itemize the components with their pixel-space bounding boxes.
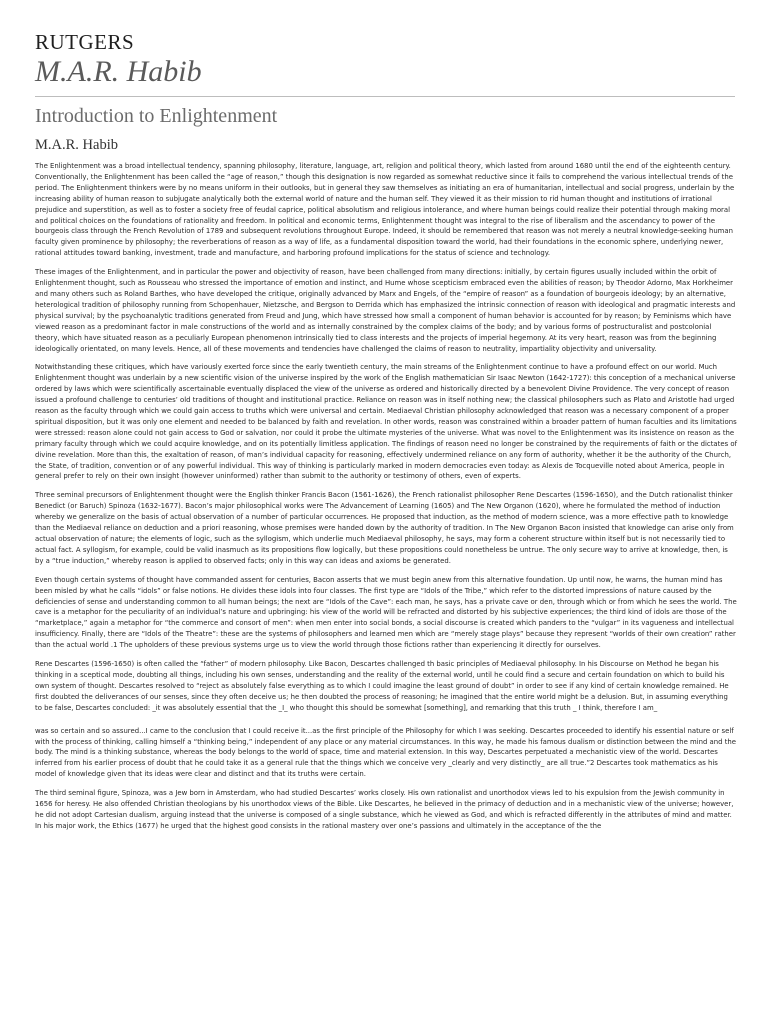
author-header[interactable]: M.A.R. Habib — [35, 55, 202, 88]
byline: M.A.R. Habib — [35, 137, 118, 153]
paragraph: Rene Descartes (1596-1650) is often called the “father” of modern philosophy. Like Bacon, Descartes challenged th basic principles of Mediaeval philosophy. In his Discourse on Method he began his thinking in a sceptical mode, doubting all things, including his own senses, understanding and the reality of the external world, until he could find a secure and certain foundation on which to build his own system of thought. Descartes resolved to “reject as absolutely false everything as to which I could imagine the least ground of doubt” in order to see if any kind of certain knowledge remained. He first doubted the deliverances of our senses, since they often deceive us; he then doubted the process of reasoning; he imagined that the entire world might be a delusion. But, in assuming everything to be false, Descartes concluded: _it was absolutely essential that the _I_ who thought this should be somewhat [something], and remarking that this truth _ I think, therefore I am_ — [35, 660, 729, 712]
paragraph: The third seminal figure, Spinoza, was a Jew born in Amsterdam, who had studied Descartes’ works closely. His own rationalist and unorthodox views led to his expulsion from the Jewish community in 1656 for heresy. He also offended Christian theologians by his unorthodox views of the Bible. Like Descartes, he believed in the primacy of deduction and in a mechanistic view of the universe; however, he did not adopt Cartesian dualism, arguing instead that the universe is composed of a single substance, which he viewed as God, and which is refracted differently in the attributes of mind and matter. In his major work, the Ethics (1677) he urged that the highest good consists in the rational mastery over one’s passions and ultimately in the acceptance of the the — [35, 789, 734, 830]
paragraph: These images of the Enlightenment, and in particular the power and objectivity of reason, have been challenged from many directions: initially, by certain figures usually included within the orbit of Enlightenment thought, such as Rousseau who stressed the importance of emotion and instinct, and Hume whose scepticism embraced even the abilities of reason; by Theodor Adorno, Max Horkheimer and many others such as Roland Barthes, who have developed the critique, originally advanced by Marx and Engels, of the “empire of reason” as a foundation of bourgeois ideology; by an alternative, heterological tradition of philosophy running from Schopenhauer, Nietzsche, and Bergson to Derrida which has emphasized the intrinsic connection of reason with ideological and pragmatic interests and physical survival; by the psychoanalytic traditions generated from Freud and Jung, which have stressed how small a component of human behavior is accounted for by reason; by Feminisms which have viewed reason as a predominant factor in male constructions of the world and as internally constrained by the complex claims of the body; and by various forms of postructuralist and postcolonial theory, which have situated reason as a peculiarly European phenomenon intrinsically tied to class interests and the projects of imperial hegemony. At its very heart, reason was from the beginning ideologically orientated, on many levels. Hence, all of these movements and tendencies have challenged the claims of reason to neutrality, impartiality objectivity and universality. — [35, 268, 736, 353]
paragraph: Three seminal precursors of Enlightenment thought were the English thinker Francis Bacon (1561-1626), the French rationalist philosopher Rene Descartes (1596-1650), and the Dutch rationalist thinker Benedict (or Baruch) Spinoza (1632-1677). Bacon’s major philosophical works were The Advancement of Learning (1605) and The New Organon (1620), where he formulated the method of induction whereby we generalize on the basis of actual observation of a number of particular occurrences. He proposed that induction, as the method of modern science, was a more effective path to knowledge than the Mediaeval reliance on deduction and a priori reasoning, whose premises were handed down by the authority of tradition. In The New Organon Bacon insisted that knowledge can arise only from actual observation of nature; the elements of logic, such as the syllogism, which underlie much Mediaeval philosophy, he says, may form a coherent structure within itself but is not necessarily tied to actual fact. A syllogism, for example, could be valid inasmuch as its propositions flow logically, but these propositions could nonetheless be untrue. The only secure way to arrive at knowledge, then, is by a “true induction,” whereby reason is applied to observed facts; only in this way can ideas and axioms be generated. — [35, 491, 734, 565]
paragraph: Even though certain systems of thought have commanded assent for centuries, Bacon asserts that we must begin anew from this alternative foundation. Up until now, he warns, the human mind has been misled by what he calls “idols” or false notions. He divides these idols into four classes. The first type are “Idols of the Tribe,” which refer to the distorted impressions of nature caused by the deficiencies of sense and understanding common to all human beings; the next are “Idols of the Cave”: each man, he says, has a private cave or den, through which or from which he sees the world. The cave is a metaphor for the peculiarity of an individual’s nature and upbringing: his view of the world will be refracted and distorted by his subjective experiences; the third kind of idols are those of the “marketplace,” again a metaphor for “the commerce and consort of men”: when men enter into social bonds, a social discourse is created which panders to the “vulgar” in its vagueness and intellectual insufficiency. Finally, there are “Idols of the Theatre”: these are the systems of philosophers and learned men which are “merely stage plays” because they represent “worlds of their own creation” rather than the actual world .1 The upholders of these previous systems urge us to view the world through those fictions rather than experiencing it directly for ourselves. — [35, 575, 737, 650]
article-body — [35, 161, 738, 832]
paragraph: was so certain and so assured...I came to the conclusion that I could receive it...as the first principle of the Philosophy for which I was seeking. Descartes proceeded to identify his essential nature or self with the process of thinking, calling himself a “thinking being,” independent of any place or any material circumstances. In this way, he made his famous dualism or distinction between the mind and the body. The mind is a thinking substance, whereas the body belongs to the world of space, time and material extension. In this way, Descartes perpetuated a mechanistic view of the world. Descartes inferred from his earlier process of doubt that he could take it as a general rule that the things which we conceive very _clearly and very distinctly_ are all true.”2 Descartes took mathematics as his model of knowledge given that its ideas were clear and distinct and that its truths were certain. — [35, 726, 737, 779]
page-title: Introduction to Enlightenment — [35, 105, 278, 127]
header-divider — [35, 96, 735, 97]
paragraph: Notwithstanding these critiques, which have variously exerted force since the early twentieth century, the main streams of the Enlightenment continue to have a profound effect on our world. Much Enlightenment thought was underlain by a new scientific vision of the universe inspired by the work of the English mathematician Sir Isaac Newton (1642-1727): this conception of a mechanical universe ordered by laws which were scientifically ascertainable eventually displaced the view of the universe as ordered and historically directed by a benevolent Divine Providence. The very concept of reason issued a profound challenge to centuries’ old traditions of thought and institutional practice. Reliance on reason was in itself nothing new; the classical philosophers such as Plato and Aristotle had urged reason as the faculty through which we could gain access to truths which were universal and certain. Mediaeval Christian philosophy acknowledged that reason was a necessary component of a proper spiritual disposition, but it was only one element and needed to be balanced by faith and revelation. In other words, reason was constrained within a broader pattern of human faculties and its limitations were stressed: reason alone could not gain access to God or salvation, nor could it probe the ultimate mysteries of the universe. What was novel to the Enlightenment was its insistence on reason as the primary faculty through which we could acquire knowledge, and on its potentially limitless application. The findings of reason need no longer be constrained by the requirements of faith or the dictates of divine revelation. More than this, the exaltation of reason, of man’s individual capacity for reasoning, effectively undermined reliance on any form of authority, whether it be the authority of the Church, the State, of tradition, convention or of any powerful individual. This way of thinking is particularly marked in modern democracies even today: as Alexis de Tocqueville noted about America, people in general prefer to rely on their own insight (however uninformed) rather than submit to the authority or testimony of others, even of experts. — [35, 363, 738, 481]
publisher-logo: RUTGERS — [35, 30, 135, 54]
paragraph: The Enlightenment was a broad intellectual tendency, spanning philosophy, literature, language, art, religion and political theory, which lasted from around 1680 until the end of the eighteenth century. Conventionally, the Enlightenment has been called the “age of reason,” though this designation is now regarded as somewhat reductive since it fails to comprehend the various intellectual trends of the period. The Enlightenment thinkers were by no means uniform in their outlooks, but in general they saw themselves as initiating an era of humanitarian, intellectual and social progress, underlain by the increasing ability of human reason to subjugate analytically both the external world of nature and the human self. They viewed it as their mission to rid human thought and institutions of irrational prejudice and superstition, as well as to foster a society free of feudal caprice, political absolutism and religious intolerance, and where human beings could realize their potential through making moral and political choices on the foundations of rationality and freedom. In political and economic terms, Enlightenment thought was integral to the rise of liberalism and the ascendancy to power of the bourgeois class through the French Revolution of 1789 and subsequent revolutions throughout Europe. Indeed, it should be remembered that reason was not merely a neutral knowledge-seeking human faculty given prominence by philosophy; the reverberations of reason as a way of life, as a fundamental disposition toward the world, had their foundations in the economic sphere, underlying newer, rational attitudes toward banking, investment, trade and manufacture, and harboring profound implications for the status of science and technology. — [35, 162, 735, 258]
